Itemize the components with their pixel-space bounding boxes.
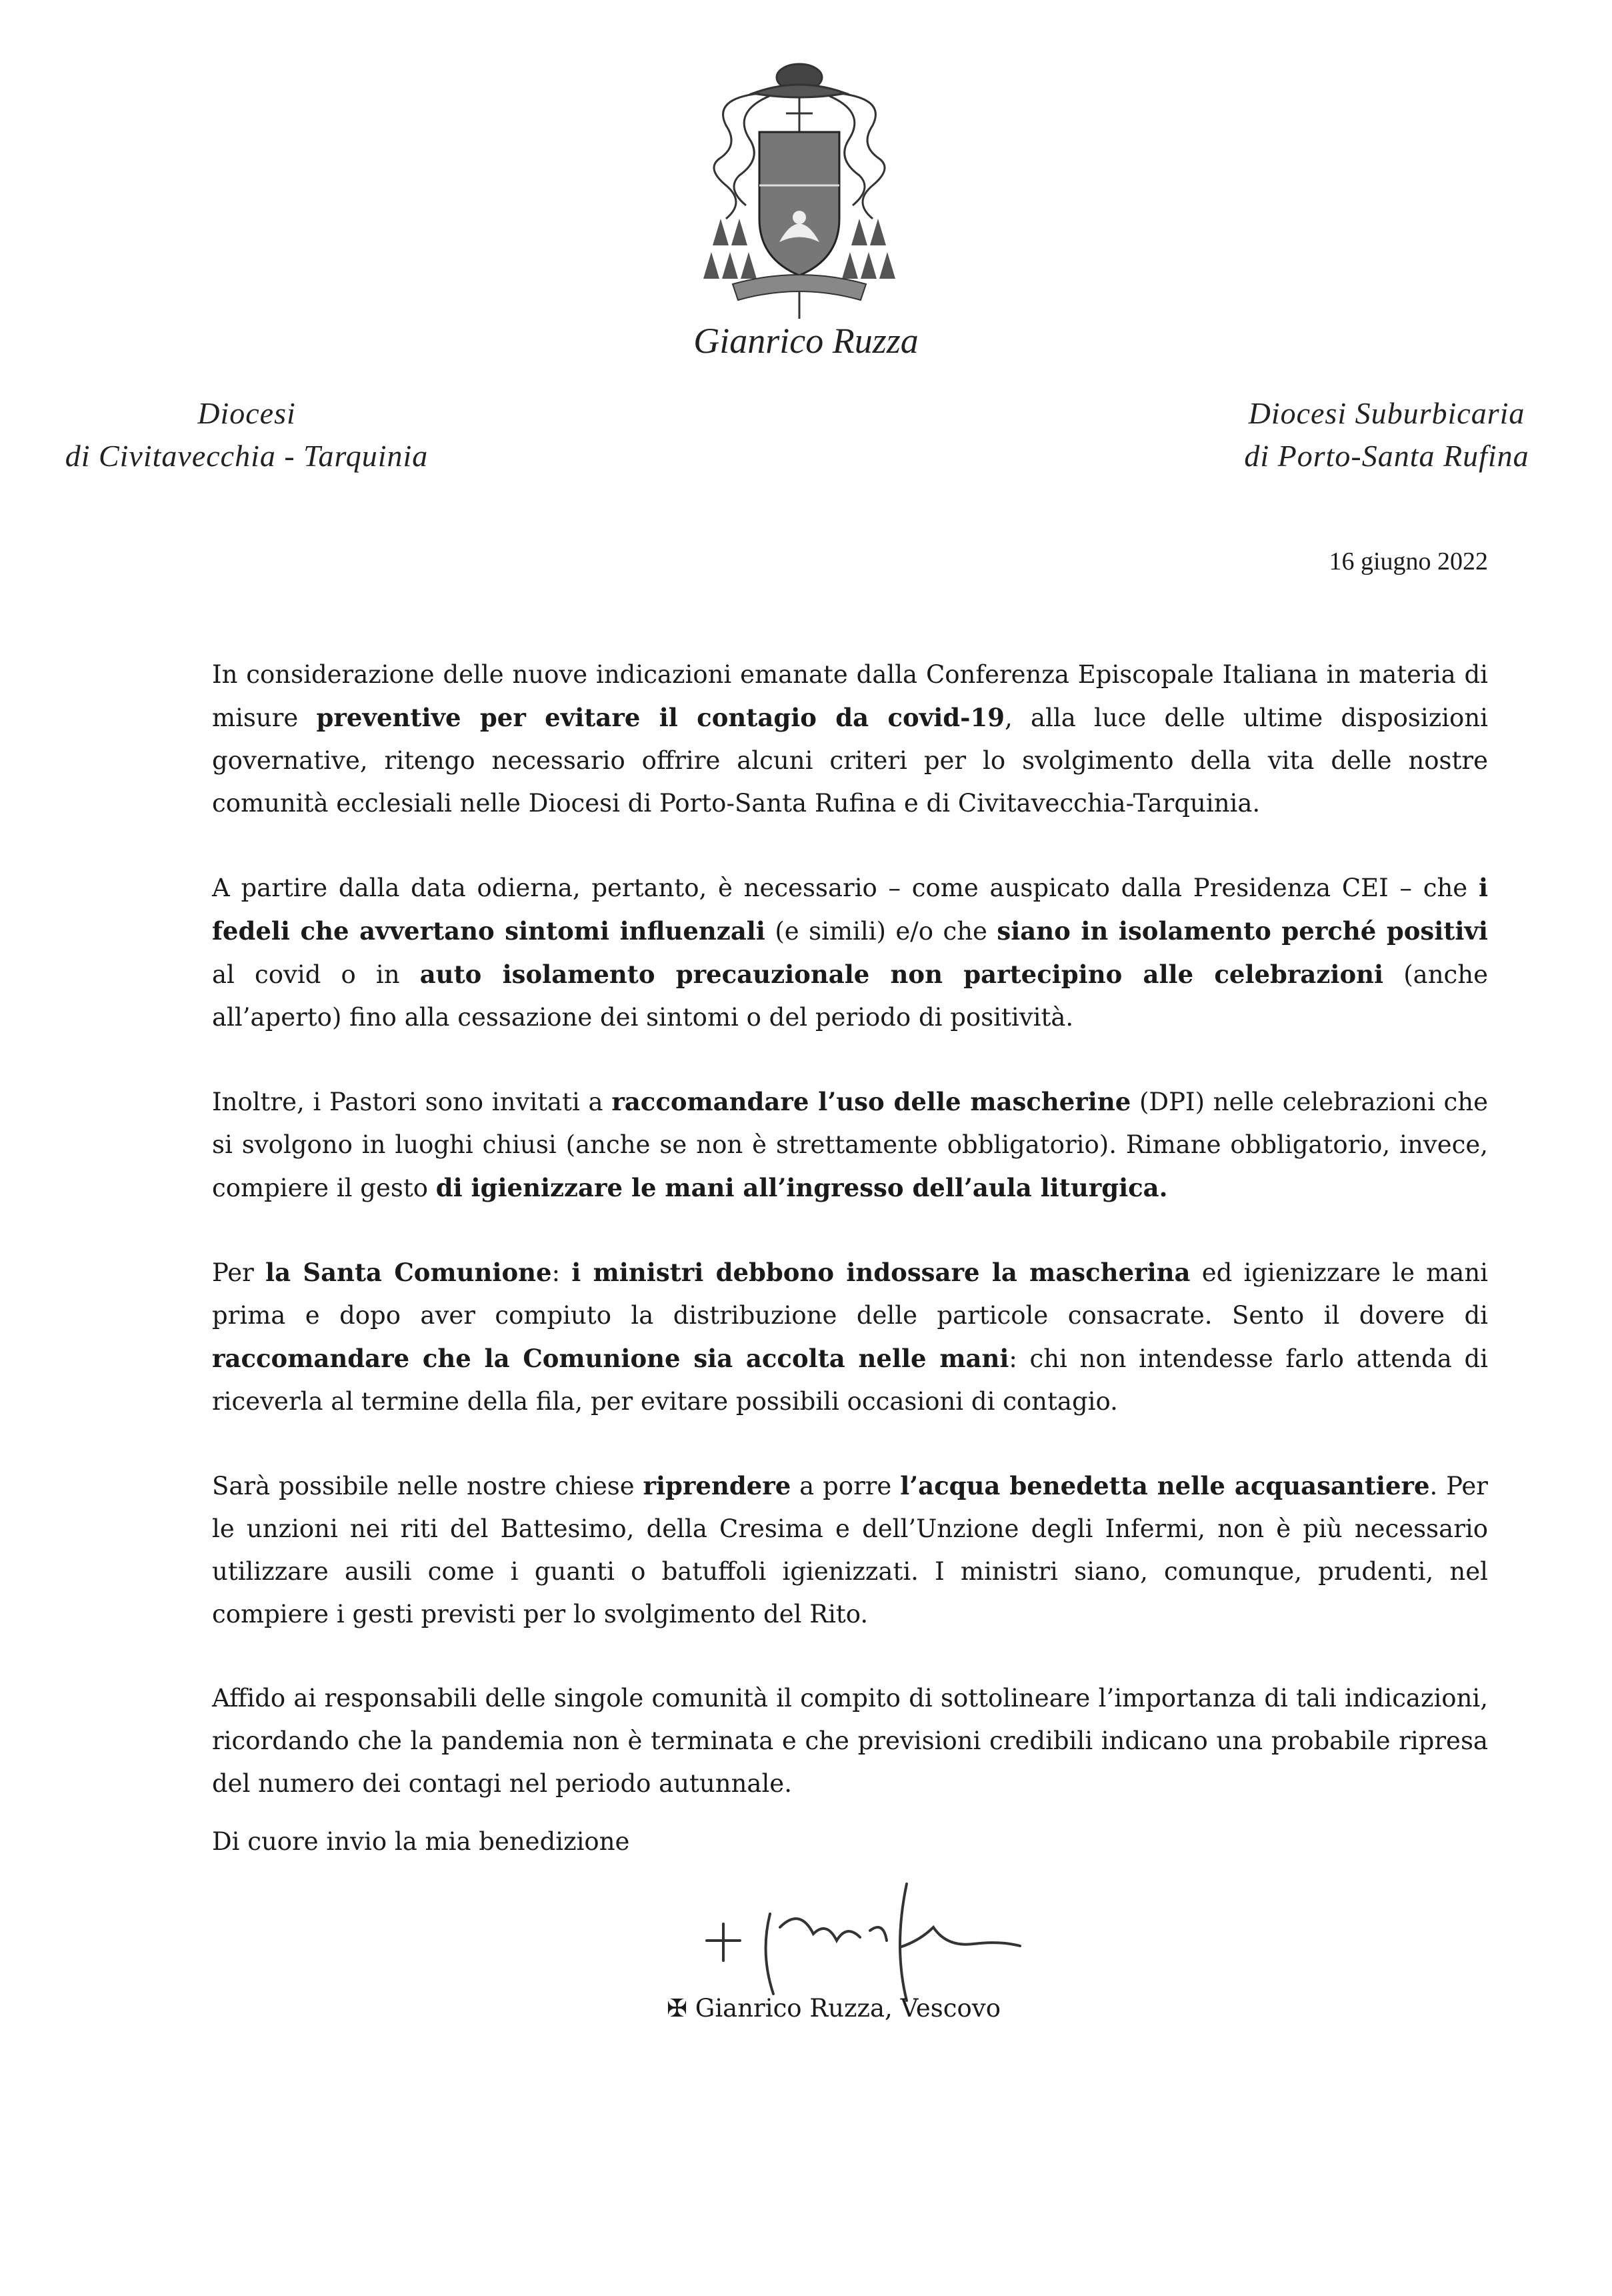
bold-text: la Santa Comunione: [265, 1258, 552, 1287]
right-diocese-heading: [1193, 392, 1580, 477]
bold-text: raccomandare che la Comunione sia accolta nelle mani: [212, 1344, 1009, 1373]
text-segment: :: [551, 1258, 572, 1287]
letter-paragraph: [212, 1080, 1488, 1210]
letter-paragraph: [212, 866, 1488, 1039]
bold-text: auto isolamento precauzionale non partecipino alle celebrazioni: [419, 960, 1384, 989]
bold-text: l’acqua benedetta nelle acquasantiere: [900, 1471, 1430, 1500]
letter-date: 16 giugno 2022: [1329, 547, 1488, 576]
bold-text: i fedeli che avvertano sintomi influenzali: [212, 873, 1488, 946]
text-segment: ed igienizzare le mani prima e dopo aver compiuto la distribuzione delle particole consacrate. Sento il dovere di: [212, 1258, 1488, 1330]
text-segment: (e simili) e/o che: [765, 917, 997, 946]
text-segment: Inoltre, i Pastori sono invitati a: [212, 1088, 612, 1116]
handwritten-signature-icon: [693, 1867, 1027, 2007]
text-segment: Affido ai responsabili delle singole comunità il compito di sottolineare l’importanza di tali indicazioni, ricordando che la pandemia non è terminata e che previsioni credibili indicano una probabile ripresa del numero dei contagi nel periodo autunnale.: [212, 1684, 1488, 1798]
text-segment: , alla luce delle ultime disposizioni governative, ritengo necessario offrire alcuni criteri per lo svolgimento della vita delle nostre comunità ecclesiali nelle Diocesi di Porto-Santa Rufina e di Civitavecchia-Tarquinia.: [212, 704, 1488, 818]
episcopal-coat-of-arms-icon: [686, 52, 913, 325]
signer-name: ✠ Gianrico Ruzza, Vescovo: [667, 1994, 1001, 2023]
text-segment: In considerazione delle nuove indicazioni emanate dalla Conferenza Episcopale Italiana in materia di misure: [212, 660, 1488, 732]
text-segment: (anche all’aperto) fino alla cessazione dei sintomi o del periodo di positività.: [212, 960, 1488, 1032]
bold-text: raccomandare l’uso delle mascherine: [611, 1087, 1131, 1116]
bold-text: preventive per evitare il contagio da covid-19: [316, 703, 1005, 732]
closing-line: Di cuore invio la mia benedizione: [212, 1827, 630, 1856]
text-segment: (DPI) nelle celebrazioni che si svolgono in luoghi chiusi (anche se non è strettamente obbligatorio). Rimane obbligatorio, invece, compiere il gesto: [212, 1088, 1488, 1202]
letter-paragraph: [212, 654, 1488, 825]
letter-body: [212, 654, 1488, 1847]
right-diocese-line1: Diocesi Suburbicaria: [1248, 396, 1525, 430]
bold-text: di igienizzare le mani all’ingresso dell’aula liturgica.: [435, 1173, 1168, 1202]
left-diocese-heading: [53, 392, 440, 477]
text-segment: : chi non intendesse farlo attenda di riceverla al termine della fila, per evitare possibili occasioni di contagio.: [212, 1344, 1488, 1416]
letter-paragraph: [212, 1677, 1488, 1805]
letter-paragraph: [212, 1251, 1488, 1423]
right-diocese-line2: di Porto-Santa Rufina: [1244, 439, 1529, 473]
text-segment: Per: [212, 1258, 266, 1287]
text-segment: a porre: [791, 1472, 901, 1500]
letter-paragraph: [212, 1464, 1488, 1636]
text-segment: Sarà possibile nelle nostre chiese: [212, 1472, 643, 1500]
left-diocese-line1: Diocesi: [197, 396, 296, 430]
bold-text: i ministri debbono indossare la mascherina: [571, 1258, 1191, 1287]
text-segment: . Per le unzioni nei riti del Battesimo, della Cresima e dell’Unzione degli Infermi, non è più necessario utilizzare ausili come i guanti o batuffoli igienizzati. I ministri siano, comunque, prudenti, nel compiere i gesti previsti per lo svolgimento del Rito.: [212, 1472, 1488, 1628]
bold-text: siano in isolamento perché positivi: [997, 916, 1488, 946]
bold-text: riprendere: [643, 1471, 791, 1500]
text-segment: al covid o in: [212, 960, 420, 989]
left-diocese-line2: di Civitavecchia - Tarquinia: [65, 439, 429, 473]
bishop-name: Gianrico Ruzza: [693, 321, 919, 361]
text-segment: A partire dalla data odierna, pertanto, è necessario – come auspicato dalla Presidenza CEI – che: [212, 874, 1479, 902]
